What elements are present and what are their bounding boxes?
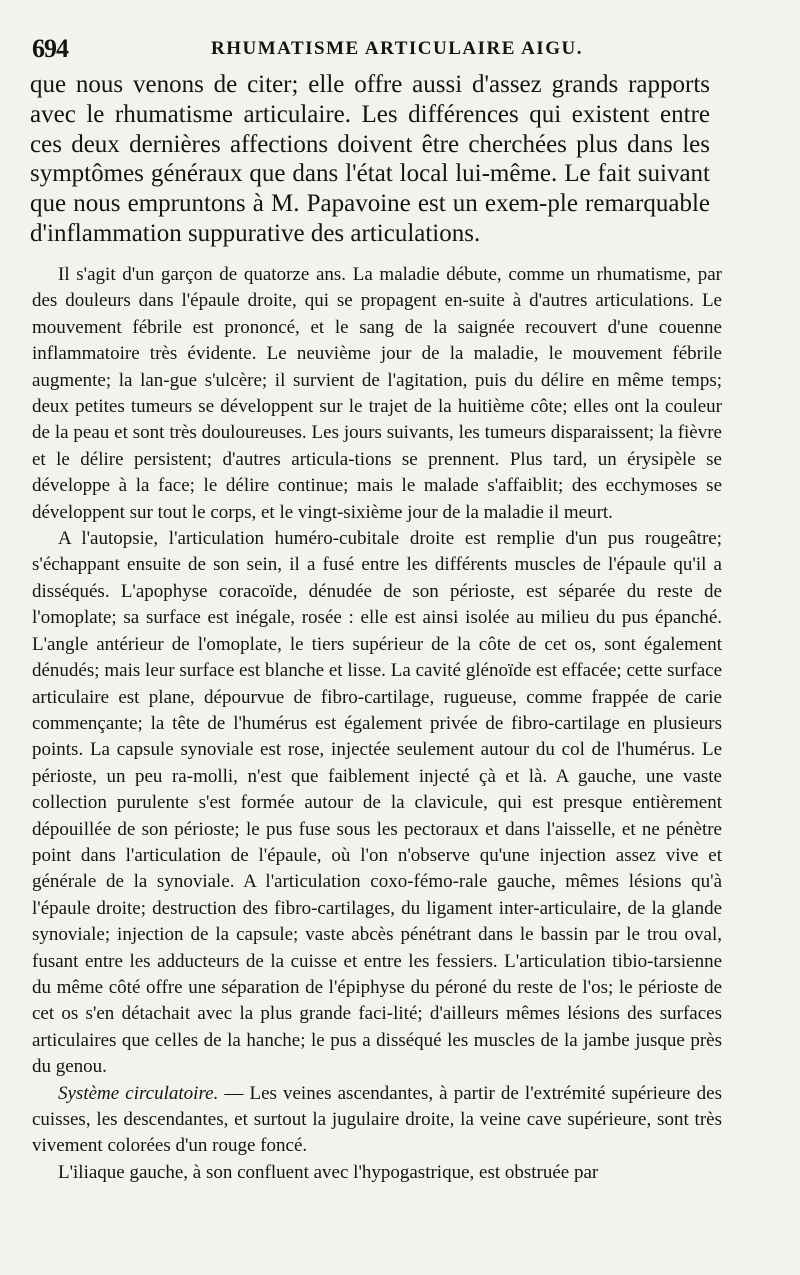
section-label-circulatory-system: Système circulatoire.: [58, 1082, 219, 1104]
case-paragraph-autopsy: A l'autopsie, l'articulation huméro-cubitale droite est remplie d'un pus rougeâtre; s'échappant ensuite de son sein, il a fusé entre les différents muscles de l'épaule qu'il a disséqués. L'apophyse coracoïde, dénudée de son périoste, est séparée du reste de l'omoplate; sa surface est inégale, rosée : elle est ainsi isolée au milieu du pus épanché. L'angle antérieur de l'omoplate, le tiers supérieur de la côte de cet os, sont également dénudés; mais leur surface est blanche et lisse. La cavité glénoïde est effacée; cette surface articulaire est plane, dépourvue de fibro-cartilage, rugueuse, comme frappée de carie commençante; la tête de l'humérus est également privée de fibro-cartilage en plusieurs points. La capsule synoviale est rose, injectée seulement autour du col de l'humérus. Le périoste, un peu ra-molli, n'est que faiblement injecté çà et là. A gauche, une vaste collection purulente s'est formée autour de la clavicule, qui est presque entièrement dépouillée de son périoste; le pus fuse sous les pectoraux et dans l'aisselle, et ne pénètre point dans l'articulation de l'épaule, où l'on n'observe qu'une injection assez vive et générale de la synoviale. A l'articulation coxo-fémo-rale gauche, mêmes lésions qu'à l'épaule droite; destruction des fibro-cartilages, du ligament inter-articulaire, de la glande synoviale; injection de la capsule; vaste abcès pénétrant dans le bassin par le trou oval, fusant entre les adducteurs de la cuisse et entre les fessiers. L'articulation tibio-tarsienne du même côté offre une séparation de l'épiphyse du péroné du reste de l'os; le périoste de cet os s'en détachait avec la plus grande faci-lité; d'ailleurs mêmes lésions des surfaces articulaires que celles de la hanche; le pus a disséqué les muscles de la jambe jusque près du genou.: [32, 528, 722, 1078]
circulation-text: — Les veines ascendantes, à partir de l'extrémité supérieure des cuisses, les descendantes, et surtout la jugulaire droite, la veine cave supérieure, sont très vivement colorées d'un rouge foncé.: [32, 1082, 722, 1157]
page-number: 694: [32, 34, 68, 63]
running-title: RHUMATISME ARTICULAIRE AIGU.: [211, 38, 583, 59]
case-report: [32, 262, 722, 1186]
show-through-text: [190, 12, 195, 33]
case-paragraph-history: Il s'agit d'un garçon de quatorze ans. La maladie débute, comme un rhumatisme, par des douleurs dans l'épaule droite, qui se propagent en-suite à d'autres articulations. Le mouvement fébrile est prononcé, et le sang de la saignée recouvert d'une couenne inflammatoire très évidente. Le neuvième jour de la maladie, le mouvement fébrile augmente; la lan-gue s'ulcère; il survient de l'agitation, puis du délire en même temps; deux petites tumeurs se développent sur le trajet de la huitième côte; elles ont la couleur de la peau et sont très douloureuses. Les jours suivants, les tumeurs disparaissent; la fièvre et le délire persistent; d'autres articula-tions se prennent. Plus tard, un érysipèle se développe à la face; le délire continue; mais le malade s'affaiblit; des ecchymoses se développent sur tout le corps, et le vingt-sixième jour de la maladie il meurt.: [32, 264, 722, 523]
case-paragraph-circulation: [32, 1081, 722, 1160]
case-paragraph-iliac: L'iliaque gauche, à son confluent avec l'hypogastrique, est obstruée par: [58, 1161, 599, 1183]
page-header: [32, 34, 762, 68]
intro-paragraph: que nous venons de citer; elle offre aussi d'assez grands rapports avec le rhumatisme articulaire. Les différences qui existent entre ces deux dernières affections doivent être cherchées plus dans les symptômes généraux que dans l'état local lui-même. Le fait suivant que nous empruntons à M. Papavoine est un exem-ple remarquable d'inflammation suppurative des articulations.: [30, 71, 710, 247]
